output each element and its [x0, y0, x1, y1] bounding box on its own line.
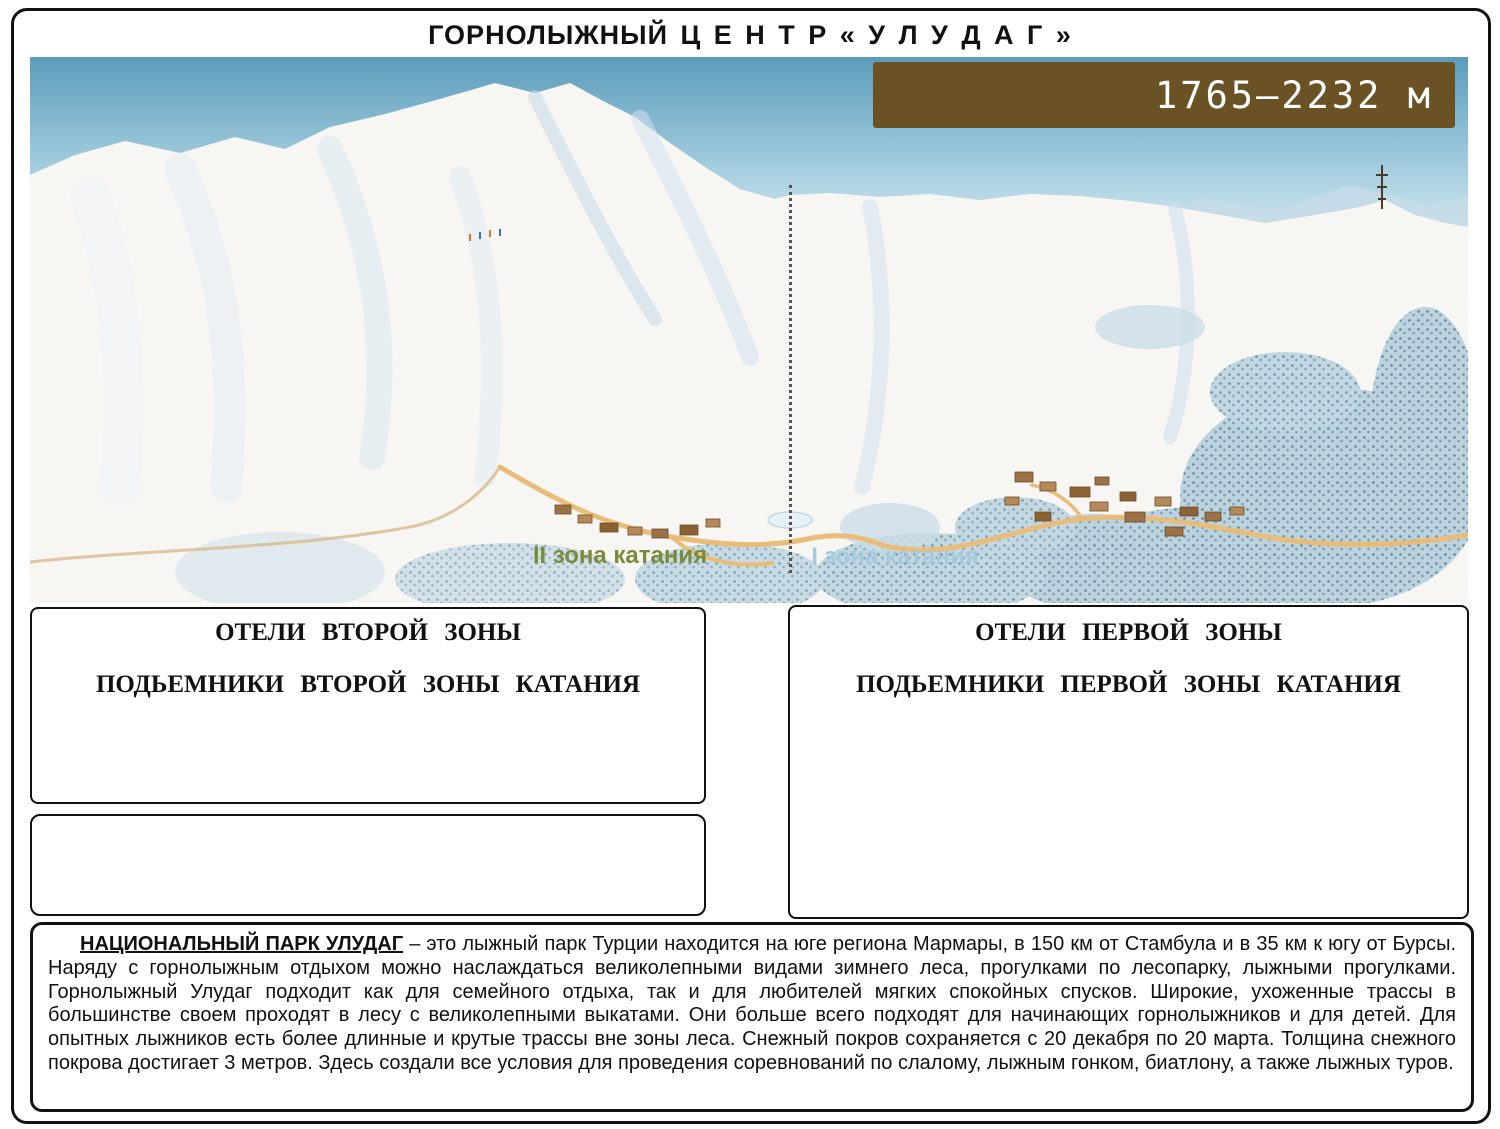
zone2-label: II зона катания — [532, 542, 708, 569]
zone2-lifts-title: ПОДЬЕМНИКИ ВТОРОЙ ЗОНЫ КАТАНИЯ — [95, 671, 641, 698]
resort-stats-box — [30, 814, 706, 916]
zone2-hotels-title: ОТЕЛИ ВТОРОЙ ЗОНЫ — [215, 619, 521, 646]
description-lead: НАЦИОНАЛЬНЫЙ ПАРК УЛУДАГ — [80, 933, 404, 955]
page-title: ГОРНОЛЫЖНЫЙ Ц Е Н Т Р « У Л У Д А Г » — [428, 20, 1072, 50]
map-overlay — [30, 57, 1468, 603]
resort-stats — [32, 816, 704, 832]
trail-map — [30, 57, 1468, 603]
zone2-legend-box — [30, 607, 706, 804]
description-box — [30, 922, 1474, 1112]
park-description — [48, 933, 1456, 1076]
zone-separator-line — [789, 185, 792, 573]
zone1-label: I зона катания — [811, 543, 979, 570]
zone1-hotels-title: ОТЕЛИ ПЕРВОЙ ЗОНЫ — [975, 619, 1282, 646]
zone1-lifts-title: ПОДЬЕМНИКИ ПЕРВОЙ ЗОНЫ КАТАНИЯ — [856, 671, 1401, 698]
zone1-legend-box — [788, 605, 1469, 919]
banner-metrics — [873, 62, 1133, 128]
description-text: – это лыжный парк Турции находится на юге региона Мармары, в 150 км от Стамбула и в 35 км к югу от Бурсы. Наряду с горнолыжным отдыхом можно наслаждаться великолепными видами зимнего леса, прогулками по лесопарку, лыжными прогулками. Горнолыжный Улудаг подходит как для семейного отдыха, так и для любителей мягких спокойных спусков. Широкие, ухоженные трассы в большинстве своем проходят в лесу с великолепными выкатами. Они больше всего подходят для начинающих горнолыжников и для детей. Для опытных лыжников есть более длинные и крутые трассы вне зоны леса. Снежный покров сохраняется с 20 декабря по 20 марта. Толщина снежного покрова достигает 3 метров. Здесь создали все условия для проведения соревнований по слалому, лыжным гонком, биатлону, а также лыжных туров. — [48, 933, 1457, 1074]
info-banner — [873, 62, 1455, 128]
altitude-range: 1765—2232 м — [1154, 73, 1434, 117]
